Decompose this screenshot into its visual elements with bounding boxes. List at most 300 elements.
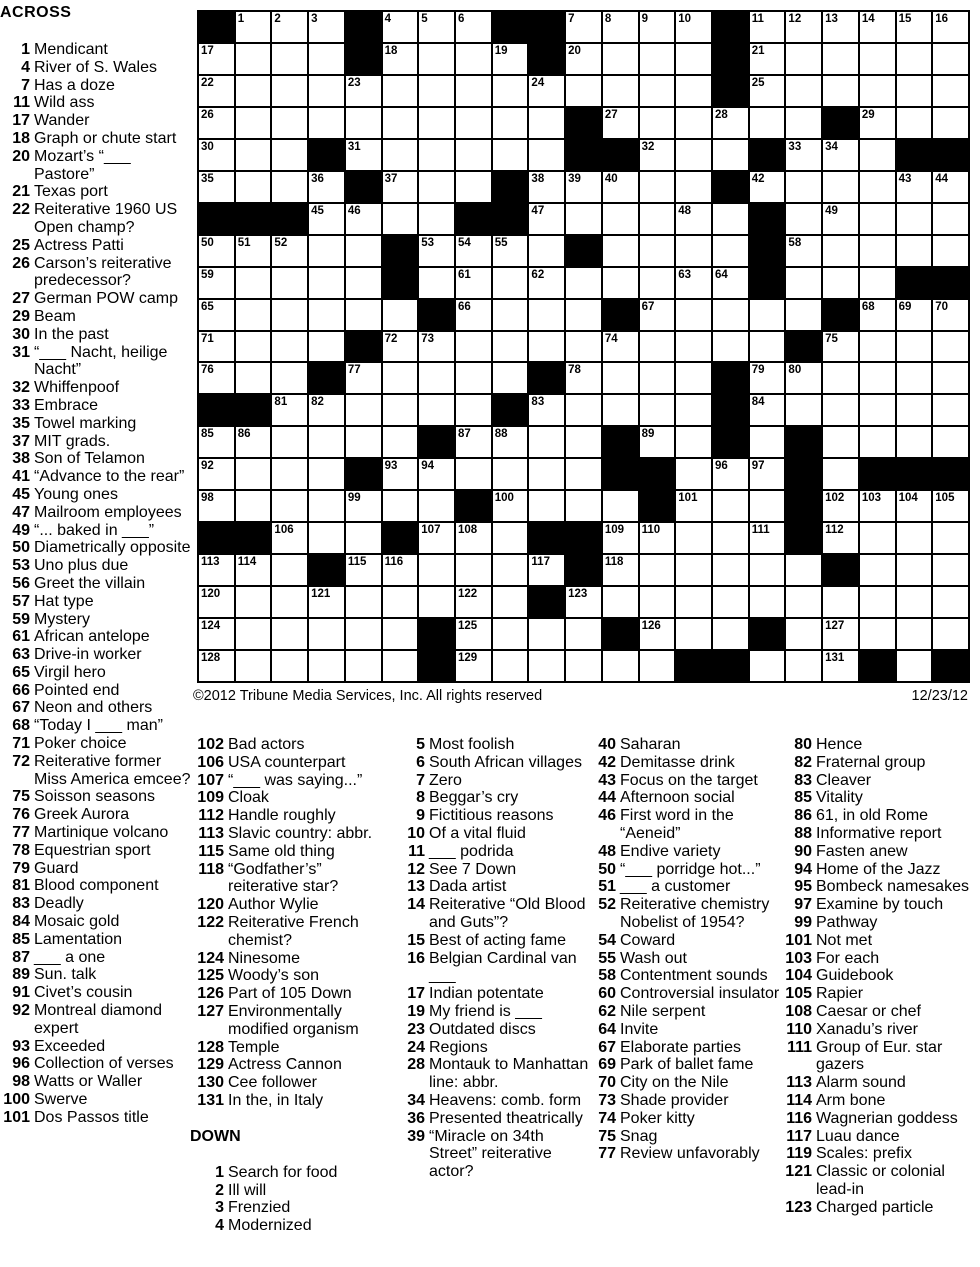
grid-cell[interactable] (897, 300, 932, 330)
grid-cell[interactable] (456, 555, 491, 585)
grid-cell[interactable] (860, 236, 895, 266)
down-clue[interactable] (586, 1056, 781, 1074)
grid-cell[interactable] (897, 12, 932, 42)
grid-cell[interactable] (199, 172, 234, 202)
grid-cell[interactable] (933, 108, 968, 138)
across-clue[interactable] (0, 682, 192, 700)
grid-cell[interactable] (309, 395, 344, 425)
grid-cell[interactable] (566, 204, 601, 234)
down-clue[interactable] (395, 985, 590, 1003)
grid-cell[interactable] (603, 523, 638, 553)
grid-cell[interactable] (713, 587, 748, 617)
across-clue[interactable] (0, 1109, 192, 1127)
down-clue[interactable] (586, 736, 781, 754)
down-clue[interactable] (395, 1092, 590, 1110)
grid-cell[interactable] (603, 491, 638, 521)
down-clue[interactable] (776, 878, 980, 896)
grid-cell[interactable] (236, 363, 271, 393)
grid-cell[interactable] (750, 523, 785, 553)
down-clue[interactable] (395, 772, 590, 790)
grid-cell[interactable] (346, 140, 381, 170)
grid-cell[interactable] (199, 300, 234, 330)
grid-cell[interactable] (640, 587, 675, 617)
across-clue[interactable] (0, 593, 192, 611)
down-clue[interactable] (190, 1217, 395, 1235)
grid-cell[interactable] (272, 332, 307, 362)
down-clue[interactable] (586, 932, 781, 950)
grid-cell[interactable] (456, 172, 491, 202)
grid-cell[interactable] (199, 555, 234, 585)
grid-cell[interactable] (786, 363, 821, 393)
grid-cell[interactable] (272, 268, 307, 298)
grid-cell[interactable] (529, 300, 564, 330)
across-clue[interactable] (0, 575, 192, 593)
grid-cell[interactable] (419, 587, 454, 617)
grid-cell[interactable] (786, 76, 821, 106)
grid-cell[interactable] (713, 268, 748, 298)
grid-cell[interactable] (493, 76, 528, 106)
grid-cell[interactable] (566, 459, 601, 489)
down-clue[interactable] (395, 896, 590, 932)
grid-cell[interactable] (823, 44, 858, 74)
grid-cell[interactable] (676, 76, 711, 106)
grid-cell[interactable] (897, 427, 932, 457)
grid-cell[interactable] (272, 587, 307, 617)
grid-cell[interactable] (786, 172, 821, 202)
down-clue[interactable] (776, 914, 980, 932)
grid-cell[interactable] (860, 491, 895, 521)
across-clue[interactable] (190, 825, 395, 843)
across-clue[interactable] (190, 967, 395, 985)
down-clue[interactable] (776, 1021, 980, 1039)
grid-cell[interactable] (603, 395, 638, 425)
grid-cell[interactable] (713, 619, 748, 649)
grid-cell[interactable] (456, 140, 491, 170)
grid-cell[interactable] (603, 76, 638, 106)
grid-cell[interactable] (346, 555, 381, 585)
grid-cell[interactable] (529, 76, 564, 106)
grid-cell[interactable] (236, 12, 271, 42)
grid-cell[interactable] (566, 491, 601, 521)
down-clue[interactable] (395, 1039, 590, 1057)
grid-cell[interactable] (786, 619, 821, 649)
grid-cell[interactable] (823, 140, 858, 170)
grid-cell[interactable] (493, 523, 528, 553)
grid-cell[interactable] (383, 427, 418, 457)
grid-cell[interactable] (236, 108, 271, 138)
grid-cell[interactable] (493, 44, 528, 74)
grid-cell[interactable] (272, 44, 307, 74)
down-clue[interactable] (776, 1074, 980, 1092)
across-clue[interactable] (0, 806, 192, 824)
grid-cell[interactable] (786, 44, 821, 74)
down-clue[interactable] (395, 1056, 590, 1092)
grid-cell[interactable] (493, 427, 528, 457)
grid-cell[interactable] (272, 236, 307, 266)
grid-cell[interactable] (640, 395, 675, 425)
down-clue[interactable] (776, 1145, 980, 1163)
grid-cell[interactable] (529, 651, 564, 681)
across-clue[interactable] (190, 1092, 395, 1110)
grid-cell[interactable] (897, 44, 932, 74)
grid-cell[interactable] (750, 587, 785, 617)
grid-cell[interactable] (786, 300, 821, 330)
down-clue[interactable] (586, 789, 781, 807)
grid-cell[interactable] (860, 268, 895, 298)
grid-cell[interactable] (236, 236, 271, 266)
across-clue[interactable] (190, 1003, 395, 1039)
grid-cell[interactable] (603, 108, 638, 138)
grid-cell[interactable] (933, 12, 968, 42)
grid-cell[interactable] (383, 555, 418, 585)
grid-cell[interactable] (383, 76, 418, 106)
down-clue[interactable] (586, 807, 781, 843)
grid-cell[interactable] (860, 363, 895, 393)
grid-cell[interactable] (823, 236, 858, 266)
grid-cell[interactable] (860, 204, 895, 234)
grid-cell[interactable] (383, 300, 418, 330)
down-clue[interactable] (776, 985, 980, 1003)
down-clue[interactable] (586, 1145, 781, 1163)
grid-cell[interactable] (603, 363, 638, 393)
grid-cell[interactable] (346, 76, 381, 106)
grid-cell[interactable] (456, 395, 491, 425)
grid-cell[interactable] (786, 395, 821, 425)
grid-cell[interactable] (750, 363, 785, 393)
grid-cell[interactable] (529, 491, 564, 521)
across-clue[interactable] (0, 1091, 192, 1109)
grid-cell[interactable] (823, 427, 858, 457)
down-clue[interactable] (586, 896, 781, 932)
grid-cell[interactable] (309, 651, 344, 681)
grid-cell[interactable] (383, 651, 418, 681)
grid-cell[interactable] (456, 76, 491, 106)
grid-cell[interactable] (786, 140, 821, 170)
grid-cell[interactable] (236, 76, 271, 106)
across-clue[interactable] (0, 468, 192, 486)
across-clue[interactable] (190, 896, 395, 914)
grid-cell[interactable] (419, 172, 454, 202)
across-clue[interactable] (0, 59, 192, 77)
grid-cell[interactable] (272, 555, 307, 585)
grid-cell[interactable] (346, 236, 381, 266)
grid-cell[interactable] (309, 459, 344, 489)
grid-cell[interactable] (236, 459, 271, 489)
grid-cell[interactable] (456, 523, 491, 553)
grid-cell[interactable] (640, 12, 675, 42)
grid-cell[interactable] (493, 587, 528, 617)
down-clue[interactable] (395, 1021, 590, 1039)
grid-cell[interactable] (750, 12, 785, 42)
grid-cell[interactable] (713, 555, 748, 585)
grid-cell[interactable] (383, 108, 418, 138)
grid-cell[interactable] (860, 332, 895, 362)
grid-cell[interactable] (236, 140, 271, 170)
grid-cell[interactable] (897, 619, 932, 649)
grid-cell[interactable] (456, 268, 491, 298)
down-clue[interactable] (776, 896, 980, 914)
grid-cell[interactable] (823, 651, 858, 681)
down-clue[interactable] (776, 754, 980, 772)
grid-cell[interactable] (419, 332, 454, 362)
grid-cell[interactable] (933, 300, 968, 330)
down-clue[interactable] (776, 1003, 980, 1021)
grid-cell[interactable] (713, 459, 748, 489)
grid-cell[interactable] (823, 12, 858, 42)
grid-cell[interactable] (493, 651, 528, 681)
grid-cell[interactable] (676, 332, 711, 362)
grid-cell[interactable] (676, 395, 711, 425)
grid-cell[interactable] (346, 268, 381, 298)
grid-cell[interactable] (640, 76, 675, 106)
grid-cell[interactable] (236, 587, 271, 617)
grid-cell[interactable] (676, 555, 711, 585)
down-clue[interactable] (586, 1074, 781, 1092)
grid-cell[interactable] (750, 76, 785, 106)
grid-cell[interactable] (786, 12, 821, 42)
down-clue[interactable] (586, 1110, 781, 1128)
across-clue[interactable] (0, 94, 192, 112)
grid-cell[interactable] (603, 555, 638, 585)
grid-cell[interactable] (750, 300, 785, 330)
grid-cell[interactable] (860, 108, 895, 138)
grid-cell[interactable] (529, 395, 564, 425)
grid-cell[interactable] (566, 363, 601, 393)
grid-cell[interactable] (383, 44, 418, 74)
grid-cell[interactable] (272, 619, 307, 649)
across-clue[interactable] (0, 1055, 192, 1073)
across-clue[interactable] (0, 397, 192, 415)
down-clue[interactable] (586, 1021, 781, 1039)
grid-cell[interactable] (309, 44, 344, 74)
grid-cell[interactable] (456, 108, 491, 138)
across-clue[interactable] (190, 861, 395, 897)
down-clue[interactable] (190, 1182, 395, 1200)
grid-cell[interactable] (603, 587, 638, 617)
grid-cell[interactable] (750, 108, 785, 138)
grid-cell[interactable] (456, 459, 491, 489)
grid-cell[interactable] (640, 651, 675, 681)
grid-cell[interactable] (199, 108, 234, 138)
grid-cell[interactable] (493, 363, 528, 393)
across-clue[interactable] (190, 914, 395, 950)
grid-cell[interactable] (346, 651, 381, 681)
grid-cell[interactable] (750, 427, 785, 457)
grid-cell[interactable] (823, 76, 858, 106)
grid-cell[interactable] (566, 619, 601, 649)
grid-cell[interactable] (676, 523, 711, 553)
grid-cell[interactable] (529, 108, 564, 138)
grid-cell[interactable] (566, 268, 601, 298)
grid-cell[interactable] (603, 44, 638, 74)
across-clue[interactable] (190, 754, 395, 772)
grid-cell[interactable] (676, 140, 711, 170)
grid-cell[interactable] (383, 172, 418, 202)
grid-cell[interactable] (456, 619, 491, 649)
grid-cell[interactable] (346, 363, 381, 393)
grid-cell[interactable] (272, 427, 307, 457)
across-clue[interactable] (0, 379, 192, 397)
down-clue[interactable] (586, 1039, 781, 1057)
grid-cell[interactable] (566, 44, 601, 74)
down-clue[interactable] (776, 843, 980, 861)
grid-cell[interactable] (309, 268, 344, 298)
grid-cell[interactable] (456, 332, 491, 362)
down-clue[interactable] (586, 1003, 781, 1021)
grid-cell[interactable] (529, 268, 564, 298)
down-clue[interactable] (586, 985, 781, 1003)
grid-cell[interactable] (566, 300, 601, 330)
across-clue[interactable] (0, 664, 192, 682)
across-clue[interactable] (0, 611, 192, 629)
grid-cell[interactable] (676, 427, 711, 457)
down-clue[interactable] (395, 878, 590, 896)
grid-cell[interactable] (383, 12, 418, 42)
across-clue[interactable] (0, 860, 192, 878)
grid-cell[interactable] (823, 523, 858, 553)
grid-cell[interactable] (786, 268, 821, 298)
down-clue[interactable] (586, 861, 781, 879)
across-clue[interactable] (0, 539, 192, 557)
down-clue[interactable] (395, 950, 590, 986)
grid-cell[interactable] (786, 651, 821, 681)
grid-cell[interactable] (456, 300, 491, 330)
across-clue[interactable] (0, 735, 192, 753)
grid-cell[interactable] (786, 108, 821, 138)
across-clue[interactable] (0, 842, 192, 860)
grid-cell[interactable] (383, 140, 418, 170)
grid-cell[interactable] (676, 300, 711, 330)
across-clue[interactable] (0, 290, 192, 308)
grid-cell[interactable] (346, 491, 381, 521)
grid-cell[interactable] (750, 395, 785, 425)
across-clue[interactable] (0, 913, 192, 931)
grid-cell[interactable] (199, 651, 234, 681)
down-clue[interactable] (776, 1092, 980, 1110)
down-clue[interactable] (776, 932, 980, 950)
across-clue[interactable] (0, 753, 192, 789)
grid-cell[interactable] (529, 172, 564, 202)
grid-cell[interactable] (603, 268, 638, 298)
grid-cell[interactable] (529, 140, 564, 170)
grid-cell[interactable] (456, 363, 491, 393)
grid-cell[interactable] (346, 587, 381, 617)
grid-cell[interactable] (272, 491, 307, 521)
grid-cell[interactable] (640, 555, 675, 585)
grid-cell[interactable] (897, 108, 932, 138)
grid-cell[interactable] (750, 172, 785, 202)
grid-cell[interactable] (933, 395, 968, 425)
grid-cell[interactable] (676, 363, 711, 393)
across-clue[interactable] (0, 966, 192, 984)
grid-cell[interactable] (897, 587, 932, 617)
grid-cell[interactable] (199, 76, 234, 106)
grid-cell[interactable] (860, 172, 895, 202)
grid-cell[interactable] (676, 236, 711, 266)
grid-cell[interactable] (566, 12, 601, 42)
grid-cell[interactable] (713, 491, 748, 521)
grid-cell[interactable] (419, 523, 454, 553)
grid-cell[interactable] (897, 651, 932, 681)
grid-cell[interactable] (640, 236, 675, 266)
grid-cell[interactable] (713, 236, 748, 266)
across-clue[interactable] (0, 557, 192, 575)
grid-cell[interactable] (750, 44, 785, 74)
grid-cell[interactable] (676, 619, 711, 649)
grid-cell[interactable] (713, 300, 748, 330)
grid-cell[interactable] (456, 44, 491, 74)
grid-cell[interactable] (383, 332, 418, 362)
grid-cell[interactable] (493, 332, 528, 362)
grid-cell[interactable] (309, 76, 344, 106)
grid-cell[interactable] (199, 587, 234, 617)
across-clue[interactable] (190, 950, 395, 968)
grid-cell[interactable] (640, 204, 675, 234)
grid-cell[interactable] (199, 619, 234, 649)
grid-cell[interactable] (786, 204, 821, 234)
grid-cell[interactable] (419, 108, 454, 138)
grid-cell[interactable] (309, 427, 344, 457)
grid-cell[interactable] (493, 459, 528, 489)
grid-cell[interactable] (823, 268, 858, 298)
grid-cell[interactable] (640, 619, 675, 649)
grid-cell[interactable] (272, 172, 307, 202)
grid-cell[interactable] (750, 555, 785, 585)
grid-cell[interactable] (529, 619, 564, 649)
grid-cell[interactable] (309, 619, 344, 649)
grid-cell[interactable] (860, 140, 895, 170)
grid-cell[interactable] (272, 140, 307, 170)
grid-cell[interactable] (272, 395, 307, 425)
grid-cell[interactable] (199, 427, 234, 457)
down-clue[interactable] (395, 843, 590, 861)
grid-cell[interactable] (676, 44, 711, 74)
grid-cell[interactable] (383, 363, 418, 393)
grid-cell[interactable] (640, 523, 675, 553)
grid-cell[interactable] (713, 523, 748, 553)
grid-cell[interactable] (419, 204, 454, 234)
grid-cell[interactable] (309, 204, 344, 234)
grid-cell[interactable] (309, 172, 344, 202)
grid-cell[interactable] (823, 459, 858, 489)
across-clue[interactable] (0, 949, 192, 967)
grid-cell[interactable] (897, 236, 932, 266)
grid-cell[interactable] (199, 363, 234, 393)
grid-cell[interactable] (236, 300, 271, 330)
grid-cell[interactable] (309, 12, 344, 42)
down-clue[interactable] (395, 736, 590, 754)
down-clue[interactable] (776, 1110, 980, 1128)
grid-cell[interactable] (346, 427, 381, 457)
down-clue[interactable] (586, 754, 781, 772)
across-clue[interactable] (190, 1056, 395, 1074)
grid-cell[interactable] (713, 108, 748, 138)
grid-cell[interactable] (933, 172, 968, 202)
grid-cell[interactable] (419, 76, 454, 106)
grid-cell[interactable] (529, 555, 564, 585)
grid-cell[interactable] (897, 363, 932, 393)
grid-cell[interactable] (383, 491, 418, 521)
grid-cell[interactable] (933, 619, 968, 649)
grid-cell[interactable] (309, 300, 344, 330)
down-clue[interactable] (776, 772, 980, 790)
across-clue[interactable] (0, 183, 192, 201)
grid-cell[interactable] (309, 108, 344, 138)
grid-cell[interactable] (676, 172, 711, 202)
grid-cell[interactable] (346, 108, 381, 138)
grid-cell[interactable] (529, 204, 564, 234)
across-clue[interactable] (0, 450, 192, 468)
